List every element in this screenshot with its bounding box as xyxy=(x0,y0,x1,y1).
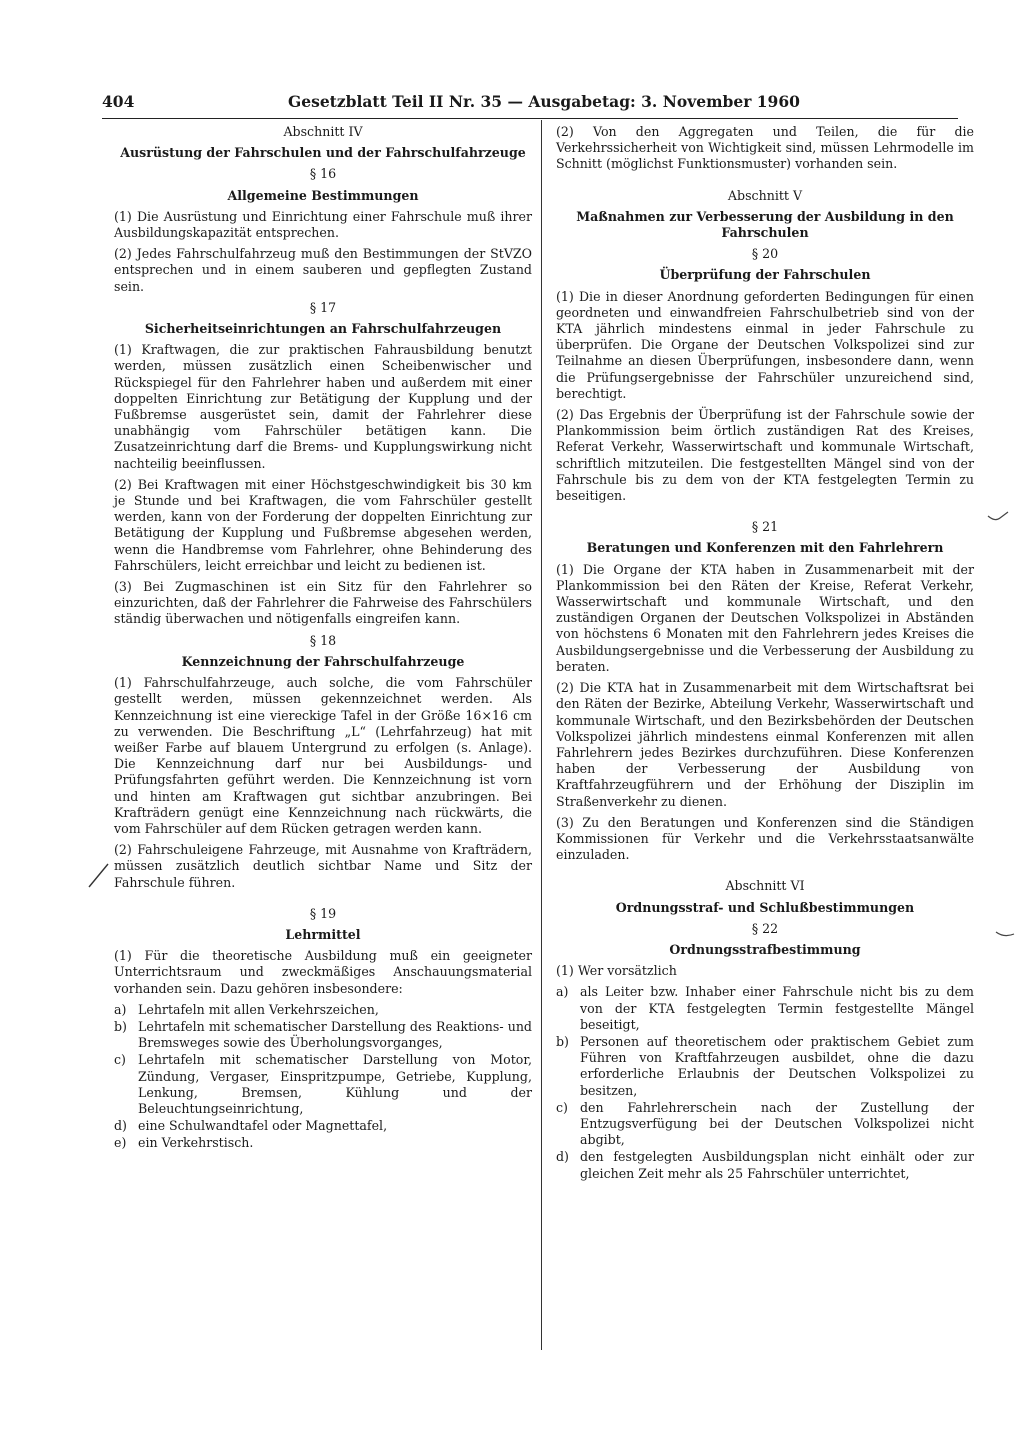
header-title: Gesetzblatt Teil II Nr. 35 — Ausgabetag: 3. November 1960 xyxy=(288,92,800,111)
s22-paragraph-1: (1) Wer vorsätzlich xyxy=(556,963,677,979)
section-gap xyxy=(556,178,974,188)
s20-number: § 20 xyxy=(751,246,779,262)
s19-paragraph-2: (2) Von den Aggregaten und Teilen, die für die Verkehrssicherheit von Wichtigkeit sind, müssen Lehrmodelle im Schnitt (möglichst Funktionsmuster) vorhanden sein. xyxy=(556,124,974,172)
abschnitt-v-title: Maßnahmen zur Verbesserung der Ausbildung in den Fahrschulen xyxy=(576,208,954,241)
abschnitt-vi-heading: Abschnitt VI xyxy=(725,878,805,894)
list-item-text: den festgelegten Ausbildungsplan nicht einhält oder zur gleichen Zeit mehr als 25 Fahrschüler unterrichtet, xyxy=(580,1149,974,1181)
list-item-text: Personen auf theoretischem oder praktischem Gebiet zum Führen von Kraftfahrzeugen ausbildet, ohne die dazu erforderliche Erlaubnis der Deutschen Volkspolizei zu besitzen, xyxy=(580,1033,974,1098)
s20-paragraph-1: (1) Die in dieser Anordnung geforderten Bedingungen für einen geordneten und einwandfreien Fahrschulbetrieb sind von der KTA jährlich mindestens einmal in jeder Fahrschule zu überprüfen. Die Organe der Deutschen Volkspolizei sind zur Teilnahme an diesen Überprüfungen, insbesondere dann, wenn die Prüfungsergebnisse der Fahrschüler unzureichend sind, berechtigt. xyxy=(556,288,974,401)
s20-paragraph-2: (2) Das Ergebnis der Überprüfung ist der Fahrschule sowie der Plankommission beim örtlich zuständigen Rat des Kreises, Referat Verkehr, Wasserwirtschaft und kommunale Wirtschaft, schriftlich mitzuteilen. Die festgestellten Mängel sind von der Fahrschule bis zu dem von der KTA festgelegten Termin zu beseitigen. xyxy=(556,407,974,504)
s17-title: Sicherheitseinrichtungen an Fahrschulfahrzeugen xyxy=(144,321,502,337)
list-item-text: als Leiter bzw. Inhaber einer Fahrschule nicht bis zu dem von der KTA festgelegten Termin festgestellte Mängel beseitigt, xyxy=(580,984,974,1032)
abschnitt-iv-heading: Abschnitt IV xyxy=(283,124,363,139)
list-item-label: b) xyxy=(556,1033,569,1049)
s17-number: § 17 xyxy=(309,299,337,315)
s17-paragraph-1: (1) Kraftwagen, die zur praktischen Fahrausbildung benutzt werden, müssen zusätzlich einen Scheibenwischer und Rückspiegel für den Fahrlehrer haben und außerdem mit einer doppelten Einrichtung zur Betätigung der Kupplung und der Fußbremse ausgerüstet sein, damit der Fahrlehrer diese unabhängig vom Fahrschüler betätigen kann. Die Zusatzeinrichtung darf die Brems- und Kupplungswirkung nicht nachteilig beeinflussen. xyxy=(114,342,532,471)
page-number: 404 xyxy=(102,92,135,111)
page-header xyxy=(102,92,958,116)
s17-paragraph-3: (3) Bei Zugmaschinen ist ein Sitz für den Fahrlehrer so einzurichten, daß der Fahrlehrer die Fahrweise des Fahrschülers ständig überwachen und nötigenfalls eingreifen kann. xyxy=(114,579,532,627)
section-gap xyxy=(556,868,974,878)
abschnitt-iv-title: Ausrüstung der Fahrschulen und der Fahrschulfahrzeuge xyxy=(120,145,526,161)
list-item-label: d) xyxy=(114,1118,127,1134)
list-item-text: den Fahrlehrerschein nach der Zustellung der Entzugsverfügung bei der Deutschen Volkspolizei nicht abgibt, xyxy=(580,1099,974,1148)
s16-paragraph-1: (1) Die Ausrüstung und Einrichtung einer Fahrschule muß ihrer Ausbildungskapazität entsprechen. xyxy=(114,208,532,241)
list-item xyxy=(556,1034,974,1099)
s20-title: Überprüfung der Fahrschulen xyxy=(659,267,871,283)
header-rule xyxy=(102,118,958,119)
pencil-mark-icon xyxy=(986,508,1012,528)
section-gap xyxy=(114,896,532,906)
list-item-text: Lehrtafeln mit schematischer Darstellung des Reaktions- und Bremsweges sowie des Überholungsvorganges, xyxy=(138,1018,532,1051)
list-item-label: b) xyxy=(114,1018,127,1034)
s21-paragraph-2: (2) Die KTA hat in Zusammenarbeit mit dem Wirtschaftsrat bei den Räten der Bezirke, Abteilung Verkehr, Wasserwirtschaft und kommunale Wirtschaft, und den Bezirksbehörden der Deutschen Volkspolizei jährlich mindestens einmal Konferenzen mit allen Fahrlehrern jedes Bezirkes durchzuführen. Diese Konferenzen haben der Verbesserung der Ausbildung von Kraftfahrzeugführern und der Erhöhung der Disziplin im Straßenverkehr zu dienen. xyxy=(556,680,974,809)
s17-paragraph-2: (2) Bei Kraftwagen mit einer Höchstgeschwindigkeit bis 30 km je Stunde und bei Kraftwagen, die vom Fahrschüler gestellt werden, kann von der Forderung der doppelten Einrichtung zur Betätigung der Kupplung und Fußbremse abgesehen werden, wenn die Handbremse vom Fahrlehrer, ohne Behinderung des Fahrschülers, leicht erreichbar und leicht zu bedienen ist. xyxy=(114,476,532,573)
list-item-text: eine Schulwandtafel oder Magnettafel, xyxy=(138,1118,388,1134)
list-item-label: a) xyxy=(114,1001,127,1017)
s18-number: § 18 xyxy=(309,632,337,648)
list-item-text: Lehrtafeln mit allen Verkehrszeichen, xyxy=(138,1001,379,1017)
s21-title: Beratungen und Konferenzen mit den Fahrlehrern xyxy=(586,540,944,556)
list-item xyxy=(556,1100,974,1149)
column-divider xyxy=(541,120,542,1350)
list-item xyxy=(114,1002,532,1018)
s16-title: Allgemeine Bestimmungen xyxy=(227,187,419,203)
list-item-label: c) xyxy=(556,1099,568,1115)
s16-number: § 16 xyxy=(309,166,337,182)
right-column xyxy=(556,124,974,1183)
s19-title: Lehrmittel xyxy=(285,926,361,942)
s21-paragraph-3: (3) Zu den Beratungen und Konferenzen sind die Ständigen Kommissionen für Verkehr und die Verkehrsstaatsanwälte einzuladen. xyxy=(556,814,974,863)
s21-number: § 21 xyxy=(751,519,779,535)
s19-paragraph-1: (1) Für die theoretische Ausbildung muß ein geeigneter Unterrichtsraum und zweckmäßiges Anschauungsmaterial vorhanden sein. Dazu gehören insbesondere: xyxy=(114,948,532,996)
s21-paragraph-1: (1) Die Organe der KTA haben in Zusammenarbeit mit der Plankommission bei den Räten der Kreise, Referat Verkehr, Wasserwirtschaft und kommunale Wirtschaft, und den zuständigen Organen der Deutschen Volkspolizei in Abständen von höchstens 6 Monaten mit den Fahrlehrern jedes Kreises die Ausbildungsergebnisse und die Verbesserung der Ausbildung zu beraten. xyxy=(556,561,974,674)
list-item-label: e) xyxy=(114,1135,127,1151)
list-item-label: c) xyxy=(114,1052,126,1068)
list-item xyxy=(114,1052,532,1117)
list-item xyxy=(114,1135,532,1151)
pencil-mark-icon xyxy=(86,860,112,890)
abschnitt-v-heading: Abschnitt V xyxy=(727,187,803,203)
list-item-label: d) xyxy=(556,1149,569,1165)
list-item xyxy=(556,984,974,1033)
list-item xyxy=(556,1149,974,1181)
s22-title: Ordnungsstrafbestimmung xyxy=(669,941,861,957)
s22-number: § 22 xyxy=(751,920,779,936)
abschnitt-vi-title: Ordnungsstraf- und Schlußbestimmungen xyxy=(615,899,915,915)
list-item-label: a) xyxy=(556,984,569,1000)
s18-title: Kennzeichnung der Fahrschulfahrzeuge xyxy=(181,653,465,669)
s19-number: § 19 xyxy=(309,905,337,921)
s18-paragraph-1: (1) Fahrschulfahrzeuge, auch solche, die vom Fahrschüler gestellt werden, müssen gekennzeichnet werden. Als Kennzeichnung ist eine viereckige Tafel in der Größe 16×16 cm zu verwenden. Die Beschriftung „L“ (Lehrfahrzeug) hat mit weißer Farbe auf blauem Untergrund zu erfolgen (s. Anlage). Die Kennzeichnung darf nur bei Ausbildungs- und Prüfungsfahrten geführt werden. Die Kennzeichnung ist vorn und hinten am Kraftwagen gut sichtbar anzubringen. Bei Krafträdern genügt eine Kennzeichnung nach rückwärts, die vom Fahrschüler auf dem Rücken getragen werden kann. xyxy=(114,675,532,836)
section-gap xyxy=(556,509,974,519)
s16-paragraph-2: (2) Jedes Fahrschulfahrzeug muß den Bestimmungen der StVZO entsprechen und in einem sauberen und gepflegten Zustand sein. xyxy=(114,246,532,294)
s18-paragraph-2: (2) Fahrschuleigene Fahrzeuge, mit Ausnahme von Krafträdern, müssen zusätzlich deutlich sichtbar Name und Sitz der Fahrschule führen. xyxy=(114,842,532,890)
list-item-text: Lehrtafeln mit schematischer Darstellung von Motor, Zündung, Vergaser, Einspritzpumpe, Getriebe, Kupplung, Lenkung, Bremsen, Kühlung und der Beleuchtungseinrichtung, xyxy=(138,1052,532,1116)
list-item xyxy=(114,1118,532,1134)
list-item xyxy=(114,1019,532,1051)
left-column xyxy=(114,124,532,1153)
pencil-mark-icon xyxy=(994,926,1018,942)
list-item-text: ein Verkehrstisch. xyxy=(138,1135,254,1151)
